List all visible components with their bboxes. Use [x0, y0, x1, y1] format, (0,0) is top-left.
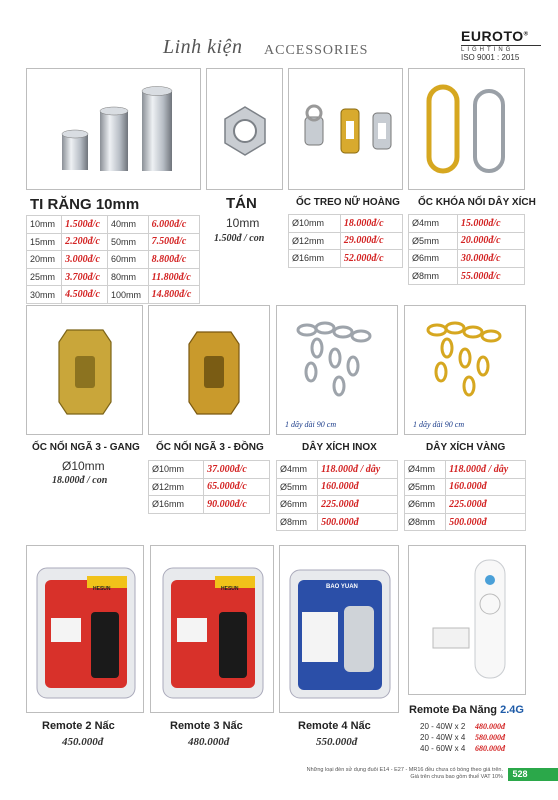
- spec-label: 20 - 40W x 2: [420, 722, 466, 731]
- inox-price-table: [276, 460, 398, 531]
- table-row: [405, 513, 526, 531]
- size-cell: 30mm: [27, 286, 62, 304]
- table-row: [277, 513, 398, 531]
- table-row: [289, 232, 403, 250]
- oc-khoa-image: [408, 68, 525, 190]
- oc-noi-dong-image: [148, 305, 270, 435]
- price-cell: 2.200đ/c: [62, 233, 108, 251]
- oc-khoa-name: ỐC KHÓA NỐI DÂY XÍCH: [418, 197, 536, 208]
- brass-connector-icon: [27, 306, 144, 436]
- size-cell: Ø8mm: [405, 513, 446, 531]
- remote-3-name: Remote 3 Nấc: [170, 720, 243, 732]
- table-row: [289, 250, 403, 268]
- remote-3-price: 480.000đ: [188, 736, 230, 748]
- price-cell: 90.000đ/c: [204, 496, 270, 514]
- size-cell: Ø16mm: [289, 250, 341, 268]
- remote-multi-label: Remote Đa Năng: [409, 704, 498, 716]
- oc-noi-dong-price-table: [148, 460, 270, 514]
- size-cell: Ø5mm: [409, 232, 458, 250]
- logo-name: EUROTO: [461, 28, 524, 44]
- oc-treo-price-table: [288, 214, 403, 268]
- price-cell: 6.000đ/c: [148, 216, 199, 234]
- list-item: [420, 721, 505, 732]
- oc-khoa-price-table: [408, 214, 525, 285]
- oc-treo-name: ỐC TREO NỮ HOÀNG: [296, 197, 400, 208]
- vang-price-table: [404, 460, 526, 531]
- price-cell: 20.000đ/c: [457, 232, 524, 250]
- remote-3-image: [150, 545, 274, 713]
- spec-label: 40 - 60W x 4: [420, 744, 466, 753]
- tan-image: [206, 68, 283, 190]
- size-cell: Ø4mm: [405, 461, 446, 479]
- footer-note: [298, 767, 503, 781]
- tan-name: TÁN: [226, 195, 257, 212]
- hanging-screw-icon: [289, 69, 404, 191]
- footer-note-line2: Giá trên chưa bao gồm thuế VAT 10%: [410, 774, 503, 780]
- page-header: [0, 0, 558, 62]
- table-row: [277, 461, 398, 479]
- vang-note: 1 dây dài 90 cm: [413, 420, 465, 429]
- price-cell: 7.500đ/c: [148, 233, 199, 251]
- chain-icon: [405, 306, 527, 416]
- tan-size: 10mm: [226, 216, 260, 230]
- size-cell: Ø8mm: [277, 513, 318, 531]
- remote-package-icon: [280, 546, 400, 714]
- size-cell: Ø8mm: [409, 267, 458, 285]
- oc-noi-gang-price: 18.000đ / con: [52, 475, 108, 486]
- remote-4-name: Remote 4 Nấc: [298, 720, 371, 732]
- price-cell: 118.000đ / dây: [318, 461, 398, 479]
- price-cell: 14.800đ/c: [148, 286, 199, 304]
- table-row: [277, 478, 398, 496]
- ti-rang-price-table: [26, 215, 200, 304]
- table-row: [277, 496, 398, 514]
- size-cell: Ø12mm: [289, 232, 341, 250]
- size-cell: 10mm: [27, 216, 62, 234]
- spec-price: 580.000đ: [475, 733, 505, 742]
- oc-noi-gang-size: Ø10mm: [62, 459, 105, 473]
- price-cell: 30.000đ/c: [457, 250, 524, 268]
- table-row: [409, 250, 525, 268]
- threaded-tube-icon: [27, 69, 202, 191]
- table-row: [405, 496, 526, 514]
- price-cell: 37.000đ/c: [204, 461, 270, 479]
- inox-note: 1 dây dài 90 cm: [285, 420, 337, 429]
- size-cell: Ø4mm: [277, 461, 318, 479]
- page-number: 528: [508, 768, 532, 781]
- remote-3-brand: HESUN: [221, 586, 239, 592]
- size-cell: Ø5mm: [277, 478, 318, 496]
- spec-label: 20 - 40W x 4: [420, 733, 466, 742]
- logo-iso: ISO 9001 : 2015: [461, 53, 520, 62]
- table-row: [27, 233, 200, 251]
- size-cell: 100mm: [108, 286, 149, 304]
- size-cell: Ø6mm: [405, 496, 446, 514]
- remote-4-brand: BAO YUAN: [326, 584, 358, 590]
- table-row: [149, 496, 270, 514]
- size-cell: Ø5mm: [405, 478, 446, 496]
- spec-price: 480.000đ: [475, 722, 505, 731]
- price-cell: 4.500đ/c: [62, 286, 108, 304]
- price-cell: 55.000đ/c: [457, 267, 524, 285]
- size-cell: 60mm: [108, 251, 149, 269]
- size-cell: 50mm: [108, 233, 149, 251]
- price-cell: 15.000đ/c: [457, 215, 524, 233]
- price-cell: 160.000đ: [446, 478, 526, 496]
- table-row: [409, 267, 525, 285]
- day-xich-vang-image: [404, 305, 526, 435]
- remote-2-brand: HESUN: [93, 586, 111, 592]
- day-xich-inox-image: [276, 305, 398, 435]
- remote-package-icon: [27, 546, 145, 714]
- table-row: [409, 232, 525, 250]
- day-xich-vang-name: DÂY XÍCH VÀNG: [426, 442, 506, 453]
- price-cell: 500.000đ: [446, 513, 526, 531]
- brand-logo: [461, 28, 541, 62]
- logo-sub: LIGHTING: [461, 45, 541, 53]
- table-row: [27, 268, 200, 286]
- remote-multi-tag: 2.4G: [500, 704, 524, 716]
- table-row: [27, 216, 200, 234]
- price-cell: 3.700đ/c: [62, 268, 108, 286]
- size-cell: Ø6mm: [277, 496, 318, 514]
- remote-controller-icon: [409, 546, 527, 696]
- ti-rang-name: TI RĂNG 10mm: [30, 196, 140, 213]
- size-cell: Ø12mm: [149, 478, 204, 496]
- list-item: [420, 743, 505, 754]
- oc-noi-dong-name: ỐC NỐI NGÃ 3 - ĐỒNG: [156, 442, 264, 453]
- remote-multi-image: [408, 545, 526, 695]
- price-cell: 160.000đ: [318, 478, 398, 496]
- size-cell: 20mm: [27, 251, 62, 269]
- day-xich-inox-name: DÂY XÍCH INOX: [302, 442, 377, 453]
- price-cell: 52.000đ/c: [340, 250, 402, 268]
- ti-rang-image: [26, 68, 201, 190]
- logo-mark: ®: [523, 31, 529, 38]
- oc-treo-image: [288, 68, 403, 190]
- price-cell: 11.800đ/c: [148, 268, 199, 286]
- footer-note-line1: Những loại đèn sử dụng đuôi E14 - E27 - MR16 đều chưa có bóng theo giá trên.: [306, 767, 503, 773]
- size-cell: 15mm: [27, 233, 62, 251]
- brass-connector-icon: [149, 306, 271, 436]
- carabiner-icon: [409, 69, 526, 191]
- size-cell: Ø6mm: [409, 250, 458, 268]
- chain-icon: [277, 306, 399, 416]
- price-cell: 118.000đ / dây: [446, 461, 526, 479]
- list-item: [420, 732, 505, 743]
- oc-noi-gang-image: [26, 305, 143, 435]
- table-row: [27, 251, 200, 269]
- remote-4-image: [279, 545, 399, 713]
- title-caps: ACCESSORIES: [264, 43, 369, 58]
- table-row: [405, 461, 526, 479]
- price-cell: 1.500đ/c: [62, 216, 108, 234]
- remote-4-price: 550.000đ: [316, 736, 358, 748]
- spec-price: 680.000đ: [475, 744, 505, 753]
- remote-package-icon: [151, 546, 275, 714]
- remote-2-name: Remote 2 Nấc: [42, 720, 115, 732]
- table-row: [149, 461, 270, 479]
- price-cell: 225.000đ: [318, 496, 398, 514]
- oc-noi-gang-name: ỐC NỐI NGÃ 3 - GANG: [32, 442, 140, 453]
- price-cell: 500.000đ: [318, 513, 398, 531]
- size-cell: Ø4mm: [409, 215, 458, 233]
- tan-price: 1.500đ / con: [214, 233, 265, 244]
- remote-2-price: 450.000đ: [62, 736, 104, 748]
- table-row: [149, 478, 270, 496]
- size-cell: 40mm: [108, 216, 149, 234]
- remote-2-image: [26, 545, 144, 713]
- price-cell: 29.000đ/c: [340, 232, 402, 250]
- size-cell: Ø10mm: [289, 215, 341, 233]
- remote-multi-name: [409, 704, 524, 716]
- hex-nut-icon: [207, 69, 284, 191]
- accent-bar: [532, 768, 558, 781]
- size-cell: 25mm: [27, 268, 62, 286]
- size-cell: Ø10mm: [149, 461, 204, 479]
- title-script: Linh kiện: [163, 36, 243, 58]
- price-cell: 65.000đ/c: [204, 478, 270, 496]
- price-cell: 225.000đ: [446, 496, 526, 514]
- size-cell: Ø16mm: [149, 496, 204, 514]
- table-row: [27, 286, 200, 304]
- price-cell: 8.800đ/c: [148, 251, 199, 269]
- table-row: [405, 478, 526, 496]
- table-row: [289, 215, 403, 233]
- price-cell: 18.000đ/c: [340, 215, 402, 233]
- size-cell: 80mm: [108, 268, 149, 286]
- table-row: [409, 215, 525, 233]
- remote-multi-price-list: [420, 721, 505, 754]
- price-cell: 3.000đ/c: [62, 251, 108, 269]
